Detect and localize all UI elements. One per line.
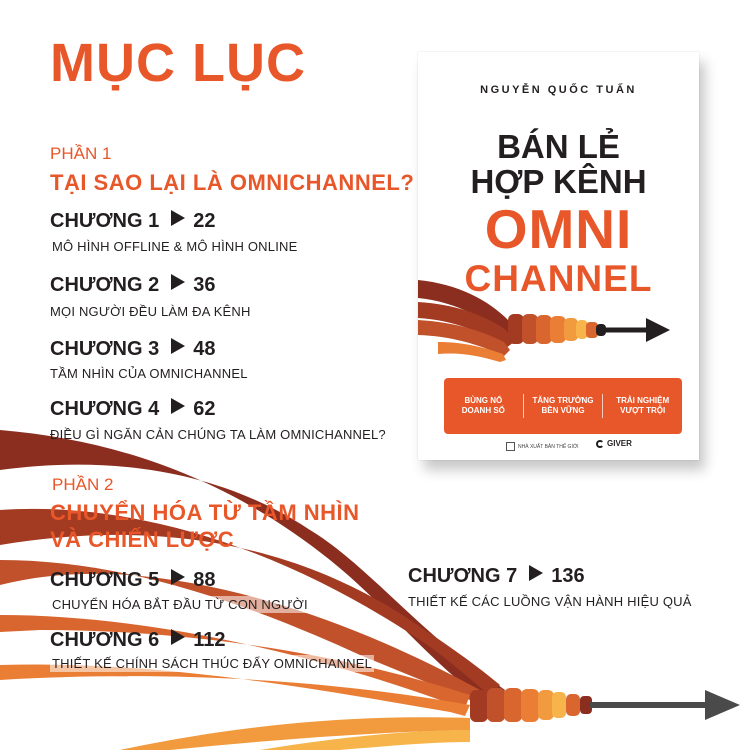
chapter-2-name: CHƯƠNG 2	[50, 274, 160, 296]
arrow-head	[705, 690, 740, 720]
play-icon	[171, 338, 185, 354]
play-icon	[171, 398, 185, 414]
badge-3: TRẢI NGHIỆM VƯỢT TRỘI	[616, 396, 670, 415]
book-title-channel: CHANNEL	[464, 258, 653, 299]
book-badge-bar	[444, 378, 682, 434]
book-arrow-head	[646, 318, 670, 342]
chapter-6[interactable]	[50, 629, 225, 650]
chapter-4-page: 62	[193, 398, 216, 420]
play-icon	[171, 274, 185, 290]
part-2-label: PHẦN 2	[52, 475, 114, 494]
chapter-2[interactable]	[50, 274, 215, 295]
chapter-1-desc: MÔ HÌNH OFFLINE & MÔ HÌNH ONLINE	[52, 239, 298, 254]
chapter-2-desc: MỌI NGƯỜI ĐỀU LÀM ĐA KÊNH	[50, 304, 251, 319]
chapter-4-desc: ĐIỀU GÌ NGĂN CẢN CHÚNG TA LÀM OMNICHANNEL?	[50, 427, 386, 442]
play-icon	[171, 569, 185, 585]
chapter-5-page: 88	[193, 569, 216, 591]
chapter-4[interactable]	[50, 398, 215, 419]
book-title-omni: OMNI	[484, 198, 633, 260]
part-2-title-line-1: CHUYỂN HÓA TỪ TẦM NHÌN	[50, 500, 360, 525]
chapter-3[interactable]	[50, 338, 215, 359]
badge-2: TĂNG TRƯỞNG BỀN VỮNG	[532, 396, 594, 415]
chapter-5[interactable]	[50, 569, 215, 590]
badge-1: BÙNG NỔ DOANH SỐ	[461, 396, 505, 415]
chapter-5-name: CHƯƠNG 5	[50, 569, 160, 591]
book-author: NGUYỄN QUỐC TUẤN	[480, 84, 637, 96]
book-title-line-2: HỢP KÊNH	[470, 163, 647, 200]
play-icon	[529, 565, 543, 581]
publisher: NHÀ XUẤT BẢN THẾ GIỚI	[506, 442, 579, 451]
part-2-title-line-2: VÀ CHIẾN LƯỢC	[50, 527, 235, 552]
ribbon-light-orange	[0, 664, 470, 716]
chapter-3-page: 48	[193, 338, 216, 360]
chapter-7-desc: THIẾT KẾ CÁC LUỒNG VẬN HÀNH HIỆU QUẢ	[408, 594, 692, 609]
brand-logo: GIVER	[596, 439, 632, 448]
chapter-3-name: CHƯƠNG 3	[50, 338, 160, 360]
chapter-6-name: CHƯƠNG 6	[50, 629, 160, 651]
chapter-7[interactable]	[408, 565, 585, 586]
chapter-1-name: CHƯƠNG 1	[50, 210, 160, 232]
chapter-6-page: 112	[193, 629, 226, 651]
chapter-1-page: 22	[193, 210, 216, 232]
part-1-title: TẠI SAO LẠI LÀ OMNICHANNEL?	[50, 170, 415, 195]
publisher-logo-icon	[506, 442, 515, 451]
chapter-2-page: 36	[193, 274, 216, 296]
chapter-1[interactable]	[50, 210, 215, 231]
chapter-6-desc: THIẾT KẾ CHÍNH SÁCH THÚC ĐẨY OMNICHANNEL	[52, 656, 373, 671]
giver-logo-icon	[596, 440, 604, 448]
play-icon	[171, 629, 185, 645]
page-title: MỤC LỤC	[50, 33, 306, 93]
book-title-line-1: BÁN LẺ	[497, 128, 620, 165]
chapter-7-name: CHƯƠNG 7	[408, 565, 518, 587]
chapter-5-desc: CHUYỂN HÓA BẮT ĐẦU TỪ CON NGƯỜI	[52, 597, 308, 612]
play-icon	[171, 210, 185, 226]
part-1-label: PHẦN 1	[50, 144, 112, 163]
book-cover[interactable]	[418, 52, 699, 460]
chapter-7-page: 136	[551, 565, 585, 587]
chapter-4-name: CHƯƠNG 4	[50, 398, 160, 420]
chapter-3-desc: TẦM NHÌN CỦA OMNICHANNEL	[50, 366, 248, 381]
